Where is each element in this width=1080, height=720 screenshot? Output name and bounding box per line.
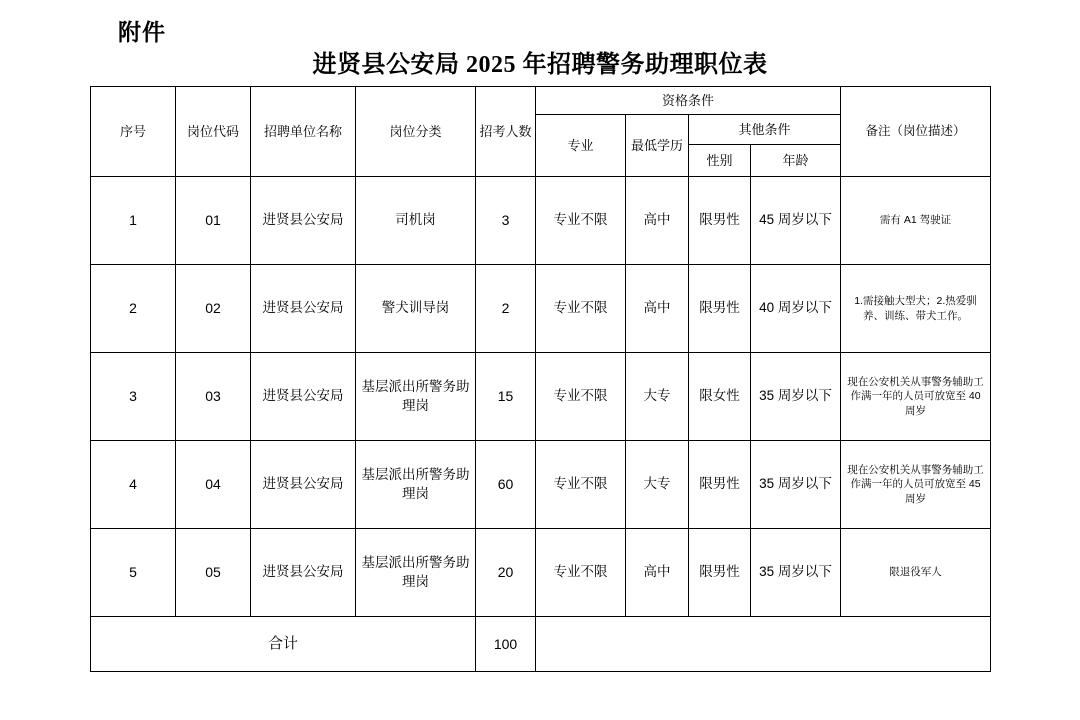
- cell-age: 35 周岁以下: [751, 441, 841, 529]
- cell-major: 专业不限: [536, 441, 626, 529]
- cell-unit-name: 进贤县公安局: [251, 353, 356, 441]
- cell-major: 专业不限: [536, 353, 626, 441]
- header-qualification: 资格条件: [536, 87, 841, 115]
- cell-job-code: 02: [176, 265, 251, 353]
- cell-remark: 1.需接触大型犬；2.热爱驯养、训练、带犬工作。: [841, 265, 991, 353]
- cell-job-category: 基层派出所警务助理岗: [356, 529, 476, 617]
- cell-job-category: 基层派出所警务助理岗: [356, 441, 476, 529]
- header-age: 年龄: [751, 145, 841, 177]
- cell-job-category: 基层派出所警务助理岗: [356, 353, 476, 441]
- cell-gender: 限男性: [689, 441, 751, 529]
- table-header-row-1: [91, 87, 991, 115]
- header-hire-count: 招考人数: [476, 87, 536, 177]
- cell-age: 35 周岁以下: [751, 353, 841, 441]
- cell-job-code: 05: [176, 529, 251, 617]
- cell-min-education: 大专: [626, 353, 689, 441]
- cell-min-education: 大专: [626, 441, 689, 529]
- cell-seq: 4: [91, 441, 176, 529]
- cell-hire-count: 3: [476, 177, 536, 265]
- cell-job-category: 警犬训导岗: [356, 265, 476, 353]
- cell-unit-name: 进贤县公安局: [251, 177, 356, 265]
- header-job-code: 岗位代码: [176, 87, 251, 177]
- cell-job-category: 司机岗: [356, 177, 476, 265]
- cell-remark: 现在公安机关从事警务辅助工作满一年的人员可放宽至 45 周岁: [841, 441, 991, 529]
- table-total-row: [91, 617, 991, 672]
- cell-hire-count: 2: [476, 265, 536, 353]
- total-value: 100: [476, 617, 536, 672]
- cell-seq: 5: [91, 529, 176, 617]
- cell-remark: 限退役军人: [841, 529, 991, 617]
- total-empty-cell: [536, 617, 991, 672]
- table-row: [91, 441, 991, 529]
- cell-major: 专业不限: [536, 529, 626, 617]
- cell-gender: 限男性: [689, 265, 751, 353]
- cell-major: 专业不限: [536, 265, 626, 353]
- cell-seq: 2: [91, 265, 176, 353]
- cell-seq: 3: [91, 353, 176, 441]
- total-label: 合计: [91, 617, 476, 672]
- cell-unit-name: 进贤县公安局: [251, 441, 356, 529]
- cell-major: 专业不限: [536, 177, 626, 265]
- cell-hire-count: 20: [476, 529, 536, 617]
- header-job-category: 岗位分类: [356, 87, 476, 177]
- cell-gender: 限女性: [689, 353, 751, 441]
- cell-job-code: 01: [176, 177, 251, 265]
- header-gender: 性别: [689, 145, 751, 177]
- header-major: 专业: [536, 115, 626, 177]
- table-row: [91, 265, 991, 353]
- cell-job-code: 03: [176, 353, 251, 441]
- cell-hire-count: 15: [476, 353, 536, 441]
- job-positions-table: [90, 86, 991, 672]
- header-remark: 备注（岗位描述）: [841, 87, 991, 177]
- cell-age: 45 周岁以下: [751, 177, 841, 265]
- cell-gender: 限男性: [689, 529, 751, 617]
- cell-age: 40 周岁以下: [751, 265, 841, 353]
- cell-remark: 现在公安机关从事警务辅助工作满一年的人员可放宽至 40 周岁: [841, 353, 991, 441]
- cell-hire-count: 60: [476, 441, 536, 529]
- header-unit-name: 招聘单位名称: [251, 87, 356, 177]
- cell-gender: 限男性: [689, 177, 751, 265]
- cell-min-education: 高中: [626, 177, 689, 265]
- page-title: 进贤县公安局 2025 年招聘警务助理职位表: [312, 52, 768, 78]
- header-other-conditions: 其他条件: [689, 115, 841, 145]
- cell-seq: 1: [91, 177, 176, 265]
- cell-min-education: 高中: [626, 265, 689, 353]
- cell-min-education: 高中: [626, 529, 689, 617]
- attachment-label: 附件: [118, 19, 166, 45]
- header-seq: 序号: [91, 87, 176, 177]
- table-row: [91, 529, 991, 617]
- cell-remark: 需有 A1 驾驶证: [841, 177, 991, 265]
- table-row: [91, 177, 991, 265]
- cell-unit-name: 进贤县公安局: [251, 265, 356, 353]
- cell-job-code: 04: [176, 441, 251, 529]
- header-min-education: 最低学历: [626, 115, 689, 177]
- cell-age: 35 周岁以下: [751, 529, 841, 617]
- cell-unit-name: 进贤县公安局: [251, 529, 356, 617]
- table-row: [91, 353, 991, 441]
